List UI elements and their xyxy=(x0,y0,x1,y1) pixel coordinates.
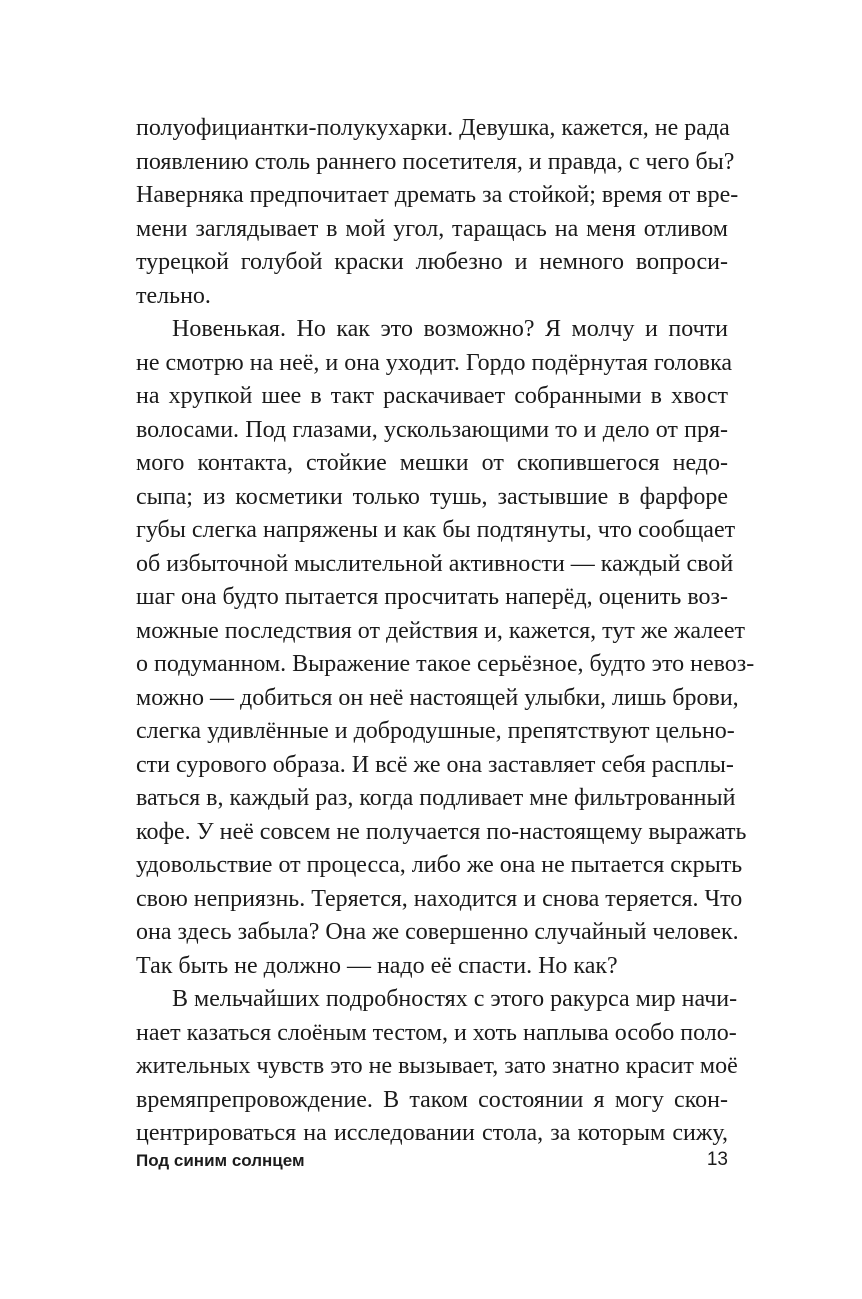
text-line: на хрупкой шее в такт раскачивает собранными в хвост xyxy=(136,383,728,409)
text-line: ваться в, каждый раз, когда подливает мне фильтрованный xyxy=(136,785,736,811)
text-line: нает казаться слоёным тестом, и хоть наплыва особо поло- xyxy=(136,1019,737,1046)
text-line: появлению столь раннего посетителя, и правда, с чего бы? xyxy=(136,148,735,175)
text-line: шаг она будто пытается просчитать наперёд, оценить воз- xyxy=(136,584,728,610)
body-text xyxy=(136,112,755,1151)
text-line: о подуманном. Выражение такое серьёзное, будто это невоз- xyxy=(136,651,755,677)
text-line: удовольствие от процесса, либо же она не пытается скрыть xyxy=(136,852,743,878)
text-line: можно — добиться он неё настоящей улыбки, лишь брови, xyxy=(136,684,739,711)
text-line: времяпрепровождение. В таком состоянии я могу скон- xyxy=(136,1086,728,1113)
text-line: Наверняка предпочитает дремать за стойкой; время от вре- xyxy=(136,182,739,208)
text-line: волосами. Под глазами, ускользающими то и дело от пря- xyxy=(136,416,728,443)
text-line: слегка удивлённые и добродушные, препятствуют цельно- xyxy=(136,718,735,744)
text-line: Новенькая. Но как это возможно? Я молчу и почти xyxy=(172,316,728,342)
text-line: сыпа; из косметики только тушь, застывшие в фарфоре xyxy=(136,483,728,510)
text-line: не смотрю на неё, и она уходит. Гордо подёрнутая головка xyxy=(136,349,733,376)
text-line: В мельчайших подробностях с этого ракурса мир начи- xyxy=(172,986,738,1012)
text-line: губы слегка напряжены и как бы подтянуты, что сообщает xyxy=(136,517,736,543)
text-line: мого контакта, стойкие мешки от скопившегося недо- xyxy=(136,450,728,476)
running-footer-title: Под синим солнцем xyxy=(136,1151,305,1170)
text-line: центрироваться на исследовании стола, за которым сижу, xyxy=(136,1120,728,1146)
text-line: Так быть не должно — надо её спасти. Но как? xyxy=(136,952,618,979)
text-line: турецкой голубой краски любезно и немного вопроси- xyxy=(136,249,728,275)
text-line: сти сурового образа. И всё же она заставляет себя расплы- xyxy=(136,751,734,778)
text-line: тельно. xyxy=(136,282,211,309)
text-line: полуофициантки-полукухарки. Девушка, кажется, не рада xyxy=(136,115,730,141)
page-number: 13 xyxy=(706,1149,728,1170)
text-line: жительных чувств это не вызывает, зато знатно красит моё xyxy=(136,1053,738,1079)
text-line: кофе. У неё совсем не получается по-настоящему выражать xyxy=(136,818,747,845)
text-line: свою неприязнь. Теряется, находится и снова теряется. Что xyxy=(136,885,743,912)
text-line: можные последствия от действия и, кажется, тут же жалеет xyxy=(136,617,745,644)
text-line: она здесь забыла? Она же совершенно случайный человек. xyxy=(136,919,739,945)
text-line: мени заглядывает в мой угол, таращась на меня отливом xyxy=(136,215,728,242)
text-line: об избыточной мыслительной активности — каждый свой xyxy=(136,550,734,577)
